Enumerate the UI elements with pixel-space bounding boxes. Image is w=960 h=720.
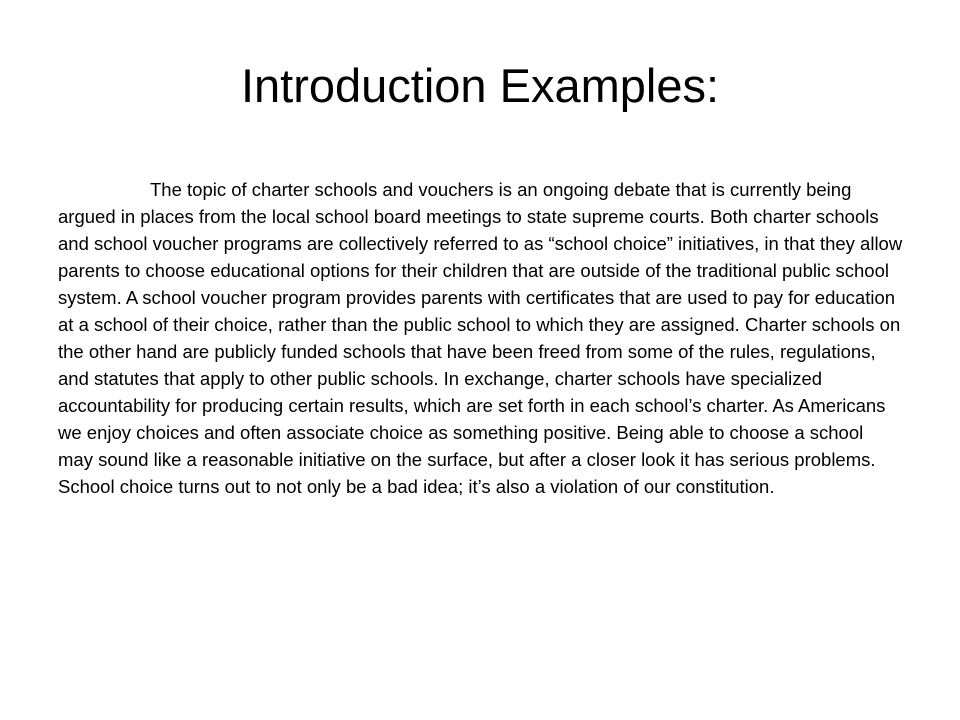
body-paragraph: The topic of charter schools and vouchers is an ongoing debate that is currently being argued in places from the local school board meetings to state supreme courts. Both charter schools and school voucher programs are collectively referred to as “school choice” initiatives, in that they allow parents to choose educational options for their children that are outside of the traditional public school system. A school voucher program provides parents with certificates that are used to pay for education at a school of their choice, rather than the public school to which they are assigned. Charter schools on the other hand are publicly funded schools that have been freed from some of the rules, regulations, and statutes that apply to other public schools. In exchange, charter schools have specialized accountability for producing certain results, which are set forth in each school’s charter. As Americans we enjoy choices and often associate choice as something positive. Being able to choose a school may sound like a reasonable initiative on the surface, but after a closer look it has serious problems. School choice turns out to not only be a bad idea; it’s also a violation of our constitution. xyxy=(58,179,903,497)
slide-title: Introduction Examples: xyxy=(240,59,720,112)
